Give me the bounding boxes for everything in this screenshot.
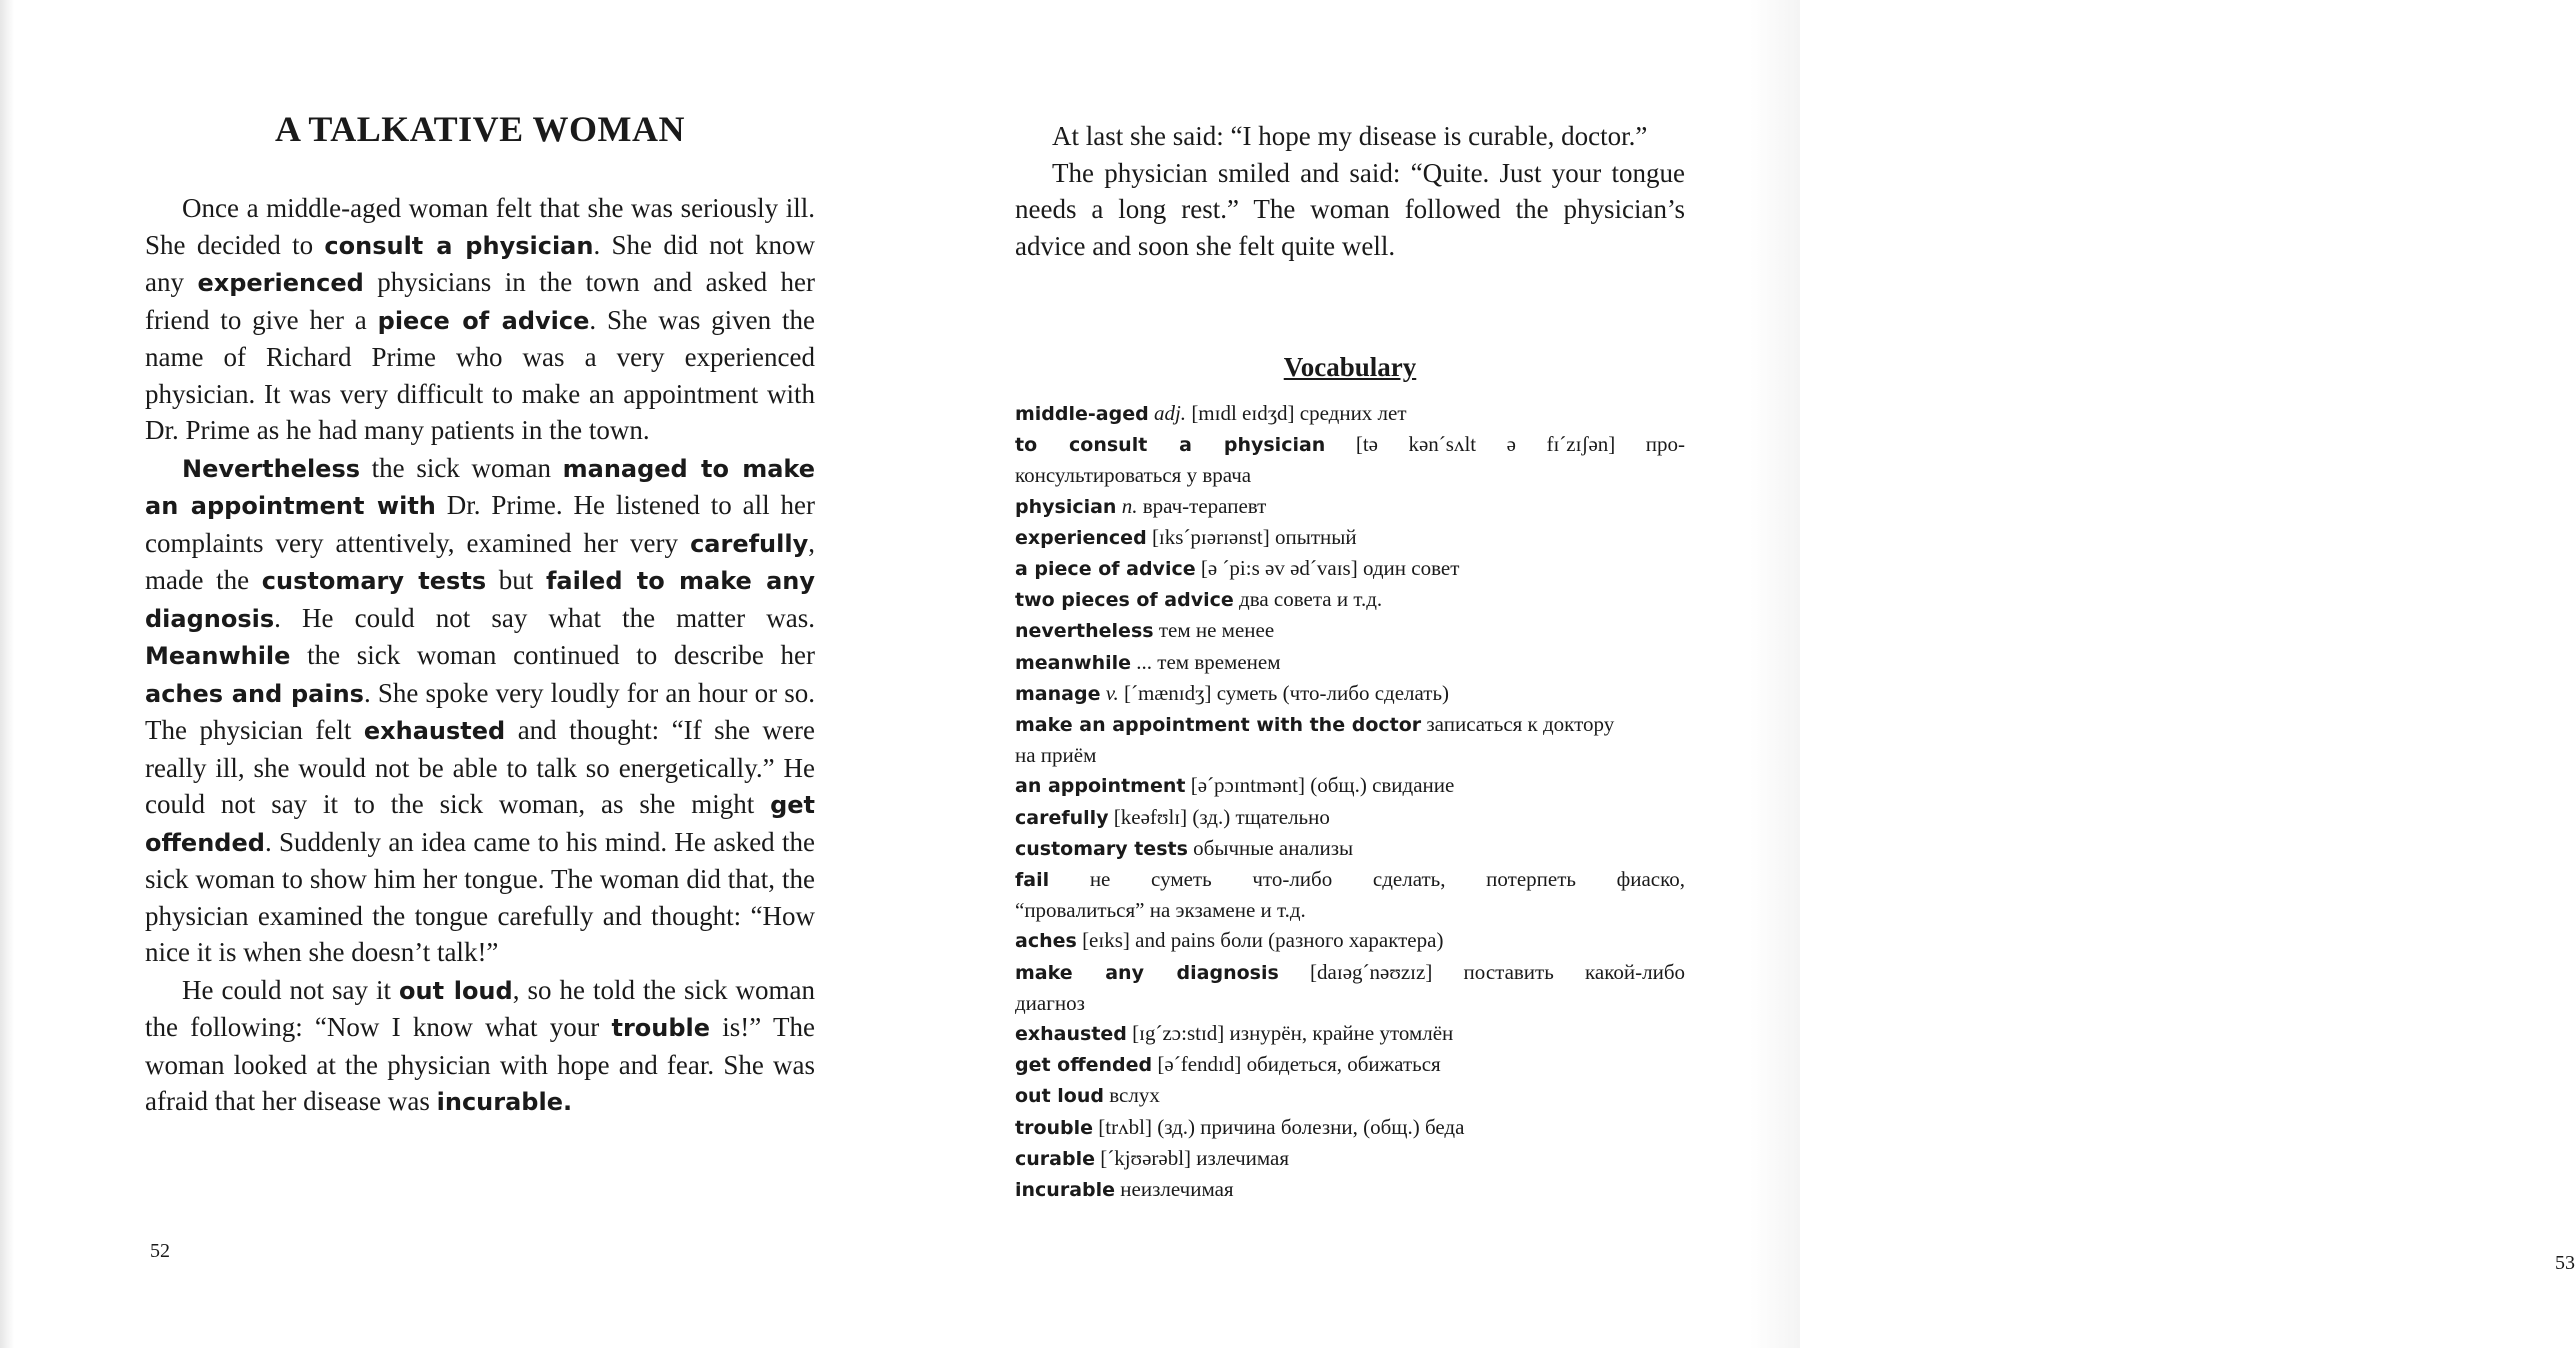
vocabulary-term: out loud	[1015, 1085, 1104, 1108]
vocabulary-term: carefully	[1015, 806, 1109, 829]
left-page	[0, 0, 900, 1348]
part-of-speech: n.	[1121, 493, 1138, 518]
vocabulary-definition: ... тем временем	[1136, 649, 1281, 674]
vocab-highlight: get offended	[145, 791, 815, 857]
vocabulary-term: manage	[1015, 682, 1101, 705]
vocabulary-definition: тем не менее	[1158, 618, 1275, 643]
story-paragraph	[145, 972, 815, 1121]
vocabulary-term: make an appointment with the doctor	[1015, 714, 1422, 737]
vocabulary-term: get offended	[1015, 1054, 1153, 1077]
vocab-highlight: aches and pains	[145, 679, 364, 708]
vocabulary-definition: два совета и т.д.	[1239, 587, 1383, 612]
vocabulary-term: exhausted	[1015, 1023, 1127, 1046]
vocabulary-term: trouble	[1015, 1116, 1094, 1139]
vocabulary-entry	[1015, 678, 1685, 709]
vocab-highlight: trouble	[611, 1014, 711, 1042]
vocabulary-heading: Vocabulary	[1283, 352, 1417, 382]
vocabulary-definition: [ə´fendɪd] обидеться, обижаться	[1157, 1052, 1441, 1077]
vocab-highlight: consult a physician	[324, 231, 594, 260]
vocabulary-term: incurable	[1015, 1179, 1116, 1202]
vocabulary-term: to consult a physician	[1015, 434, 1326, 457]
vocabulary-definition: вслух	[1109, 1083, 1160, 1108]
story-text-run: the sick woman	[360, 452, 563, 483]
vocabulary-term: an appointment	[1015, 775, 1186, 798]
story-paragraph	[145, 450, 815, 971]
vocabulary-entry	[1015, 833, 1685, 864]
vocabulary-entry	[1015, 925, 1685, 956]
vocabulary-definition: “провалиться” на экзамене и т.д.	[1015, 898, 1306, 923]
vocabulary-entry	[1015, 864, 1685, 895]
page-number-right: 53	[2555, 1252, 2575, 1274]
vocab-highlight: exhausted	[363, 717, 506, 745]
story-text-run: , made the	[145, 527, 815, 595]
vocabulary-definition: [mɪdl eɪdʒd] средних лет	[1191, 401, 1407, 425]
vocabulary-entry	[1015, 1174, 1685, 1205]
vocabulary-definition: обычные анализы	[1193, 835, 1354, 860]
story-text-run: . She was given the name of Richard Prime who was a very experienced physician. It was very difficult to make an appointment with Dr. Prime as he had many patients in the town.	[145, 304, 815, 445]
vocabulary-definition: [ə ´pi:s əv əd´vaɪs] один совет	[1200, 556, 1460, 581]
vocabulary-definition: [eɪks] and pains боли (разного характера)	[1082, 928, 1444, 953]
vocabulary-definition: [tə kən´sʌlt ə fɪ´zɪʃən] про-	[1355, 432, 1686, 457]
page-gutter-shadow	[0, 0, 14, 1348]
vocab-highlight: carefully	[690, 529, 809, 558]
vocabulary-definition: [keəfʊlɪ] (зд.) тщательно	[1113, 804, 1330, 829]
vocabulary-definition: записаться к доктору	[1426, 712, 1615, 737]
story-title: A TALKATIVE WOMAN	[275, 109, 685, 149]
vocabulary-entry	[1015, 957, 1685, 988]
vocabulary-entry	[1015, 615, 1685, 646]
vocabulary-term: make any diagnosis	[1015, 961, 1279, 984]
vocab-highlight: piece of advice	[377, 306, 590, 335]
vocab-highlight: customary tests	[261, 567, 487, 595]
story-text-run: . She spoke very loudly for an hour or so. The physician felt	[145, 677, 815, 745]
story-text-run: Dr. Prime. He listened to all her complaints very attentively, examined her very	[145, 490, 815, 558]
story-paragraph	[145, 190, 815, 449]
vocab-highlight: Meanwhile	[145, 642, 291, 670]
vocabulary-term: two pieces of advice	[1015, 589, 1234, 612]
vocabulary-term: curable	[1015, 1147, 1095, 1170]
vocab-highlight: failed to make any diagnosis	[145, 567, 815, 633]
vocabulary-entry	[1015, 988, 1685, 1018]
vocabulary-term: meanwhile	[1015, 651, 1132, 674]
story-text-run: physicians in the town and asked her friend to give her a	[145, 267, 816, 335]
vocabulary-entry	[1015, 584, 1685, 615]
vocabulary-definition: неизлечимая	[1120, 1177, 1234, 1202]
vocabulary-entry	[1015, 1018, 1685, 1049]
vocabulary-definition: [´mænɪdʒ] суметь (что-либо сделать)	[1123, 680, 1450, 705]
vocabulary-entry	[1015, 491, 1685, 522]
vocabulary-term: fail	[1015, 869, 1050, 892]
vocab-highlight: Nevertheless	[182, 454, 361, 483]
story-paragraph: The physician smiled and said: “Quite. Just your tongue needs a long rest.” The woman followed the physician’s advice and soon she felt quite well.	[1015, 157, 1685, 261]
story-text-run: and thought: “If she were really ill, she would not be able to talk so energetically.” He could not say it to the sick woman, as she might	[145, 715, 816, 819]
vocabulary-definition: на приём	[1015, 743, 1097, 768]
vocabulary-entry	[1015, 1143, 1685, 1174]
vocabulary-definition: [´kjʊərəbl] излечимая	[1100, 1145, 1290, 1170]
page-edge-shadow	[1750, 0, 1800, 1348]
story-text-run: , so he told the sick woman the following: “Now I know what your	[145, 974, 815, 1042]
vocabulary-entry	[1015, 1080, 1685, 1111]
vocabulary-entry	[1015, 647, 1685, 678]
vocabulary-entry	[1015, 895, 1685, 925]
vocabulary-entry	[1015, 770, 1685, 801]
vocabulary-entry	[1015, 398, 1685, 429]
vocabulary-definition: [daɪəg´nəʊzɪz] поставить какой-либо	[1310, 959, 1686, 984]
vocabulary-term: experienced	[1015, 526, 1147, 549]
vocabulary-term: customary tests	[1015, 837, 1188, 860]
story-text-run: the sick woman continued to describe her	[290, 640, 815, 670]
part-of-speech: v.	[1105, 680, 1119, 705]
vocab-highlight: incurable.	[436, 1088, 573, 1116]
story-text	[145, 190, 815, 1122]
vocabulary-definition: [trʌbl] (зд.) причина болезни, (общ.) беда	[1098, 1114, 1465, 1139]
story-paragraph: At last she said: “I hope my disease is curable, doctor.”	[1052, 121, 1648, 151]
story-continuation	[1015, 118, 1685, 264]
story-text-run: is!” The woman looked at the physician with hope and fear. She was afraid that her disease was	[145, 1012, 815, 1116]
vocabulary-term: a piece of advice	[1015, 558, 1196, 581]
vocabulary-entry	[1015, 522, 1685, 553]
vocabulary-entry	[1015, 1049, 1685, 1080]
vocabulary-definition: не суметь что-либо сделать, потерпеть фиаско,	[1089, 867, 1686, 892]
vocabulary-term: aches	[1015, 930, 1077, 953]
vocabulary-list	[1015, 398, 1685, 1205]
vocabulary-entry	[1015, 429, 1685, 460]
vocabulary-entry	[1015, 1112, 1685, 1143]
vocabulary-entry	[1015, 553, 1685, 584]
vocab-highlight: experienced	[197, 269, 364, 297]
story-text-run: Once a middle-aged woman felt that she was seriously ill. She decided to	[145, 193, 815, 260]
story-text-run: . Suddenly an idea came to his mind. He asked the sick woman to show him her tongue. The woman did that, the physician examined the tongue carefully and thought: “How nice it is when she doesn’t talk!”	[145, 826, 815, 967]
story-text-run: . He could not say what the matter was.	[274, 602, 815, 633]
vocabulary-definition: [ɪg´zɔ:stɪd] изнурён, крайне утомлён	[1132, 1021, 1454, 1046]
vocab-highlight: out loud	[399, 976, 513, 1005]
page-number-left: 52	[150, 1240, 170, 1262]
vocab-highlight: managed to make an appointment with	[145, 454, 816, 520]
story-text-run: . She did not know any	[145, 229, 815, 297]
story-text-run: He could not say it	[182, 974, 400, 1005]
vocabulary-definition: [ɪks´pɪərɪənst] опытный	[1151, 524, 1357, 549]
vocabulary-entry	[1015, 709, 1685, 740]
vocabulary-entry	[1015, 802, 1685, 833]
vocabulary-definition: консультироваться у врача	[1015, 463, 1252, 488]
vocabulary-term: middle-aged	[1015, 403, 1149, 425]
vocabulary-definition: врач-терапевт	[1142, 493, 1267, 518]
vocabulary-definition: диагноз	[1015, 990, 1085, 1015]
story-text-run: but	[486, 565, 546, 595]
vocabulary-definition: [ə´pɔɪntmənt] (общ.) свидание	[1190, 773, 1455, 798]
right-page	[900, 0, 2575, 1348]
part-of-speech: adj.	[1153, 401, 1187, 425]
vocabulary-term: nevertheless	[1015, 620, 1154, 643]
vocabulary-term: physician	[1015, 495, 1117, 518]
vocabulary-entry	[1015, 460, 1685, 490]
vocabulary-entry	[1015, 740, 1685, 770]
